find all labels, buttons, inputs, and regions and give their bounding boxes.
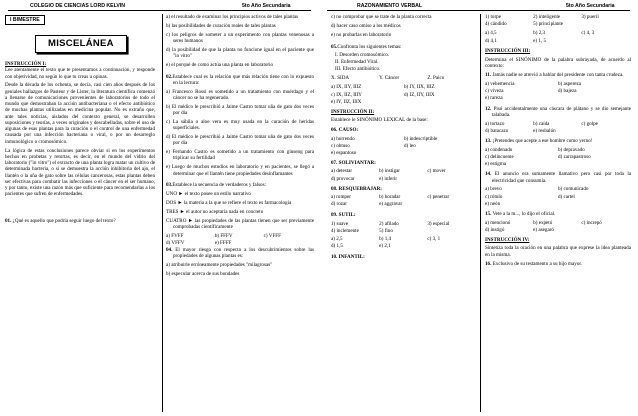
option: d) la posibilidad de que la planta no funcione igual en el paciente que "in vitro" <box>166 46 314 60</box>
option: e) espantoso <box>331 149 357 156</box>
option: e) Fernando Castro es sometido a un tratamiento con ginseng para triplicar su fertilidad <box>166 149 314 162</box>
option: c) La sábila o aloe vera es muy usada en la curación de heridas superficiales. <box>166 119 314 132</box>
option: e) estigma <box>485 161 507 168</box>
question-01: ¿Qué es aquello que podría seguir luego del texto? <box>12 218 116 225</box>
option: c) VFFF <box>263 232 281 239</box>
tema: I. Desorden cromosómico. <box>335 52 390 59</box>
statement: CUATRO ► las propiedades de las plantas tienen que ser previamente comprobadas científicamente <box>166 217 314 230</box>
option: e) 1, 5 <box>533 37 547 44</box>
option: b) aspereza <box>558 80 582 87</box>
option: d) leo <box>404 142 416 149</box>
option: 3) especial <box>427 220 450 227</box>
option: e) rareza <box>485 95 503 102</box>
option: a) 2,5 <box>331 236 343 243</box>
question-number: 12. <box>485 105 492 112</box>
miscelanea-title: MISCELÁNEA <box>35 35 127 53</box>
question-14: El anuncio era sumamente llamativo pero casi por toda la electricidad que consumía. <box>492 171 631 184</box>
option: d) IZ, IIY, IIIX <box>404 91 435 98</box>
question-15: Vete a la m..., lo dijo el oficial. <box>492 210 556 217</box>
question-08: 08. RESQUEBRAJAR: <box>331 185 382 192</box>
question-05: Confronta los siguientes temas: <box>337 43 402 50</box>
instruction-text: Sintetiza toda la oración en una palabra que exprese la idea planteada en la misma. <box>485 245 631 258</box>
option: b) 2,3 <box>533 30 546 37</box>
option: b) IY, IIX, IIIZ <box>404 84 435 91</box>
left-header <box>0 1 319 11</box>
intro-text: Lee atentamente el texto que te presentamos a continuación, y responde con objetividad, no según lo que tu creas u opinas. <box>5 67 155 80</box>
option: e) el porqué de como actúa una planta en laboratorio <box>166 61 274 68</box>
option: c) IX, IIZ, IIIY <box>331 91 362 98</box>
option: b) indescriptible <box>404 135 438 142</box>
question-number: 11. <box>485 72 492 79</box>
option: e) no probarlas en laboratorio <box>331 31 392 38</box>
option: e) IY, IIZ, IIIX <box>331 98 362 105</box>
tema: III. Efecto antibiótico. <box>335 65 381 72</box>
option: d) bajeza <box>558 88 577 95</box>
option: c) penetrar <box>427 194 450 201</box>
instruction-heading: INSTRUCCIÓN I: <box>5 61 47 68</box>
header-rule <box>327 10 630 11</box>
instruction-heading: INSTRUCCIÓN IV: <box>485 237 530 244</box>
option: 4) inclemente <box>331 227 359 234</box>
tema-option: X. SIDA <box>331 75 350 82</box>
option: 3) pueril <box>581 14 599 20</box>
reading-paragraph-2: La lógica de estas conclusiones parece obviar si en los experimentos hechos en probetas y retortas, es decir, en el mundo del vidrio del laboratorio ("in vitro") el extracto de una planta logra matar un cultivo de determinada bacteria, o si se demuestra la acción inhibitoria del ajo, el llantén o la uña de gato sobre las células cancerosas, estas plantas deben ser efectivas para combatir las infecciones o el cáncer en el ser humano, y por tanto, existe una razón más que suficiente para recomendarlas a los pacientes que sufren de enfermedades. <box>5 147 155 198</box>
option: d) batacazo <box>485 127 509 134</box>
question-12: Pisó accidentalmente una cáscara de plátano y se dio semejante talabada. <box>492 105 631 118</box>
question-number: 15. <box>485 210 492 217</box>
option: 4) cándido <box>485 21 507 28</box>
option: e) FFFF <box>214 239 232 246</box>
options-q01 <box>166 14 314 68</box>
option: c) viveza <box>485 88 504 95</box>
question-number: 05. <box>331 43 338 50</box>
option: d) instigó <box>485 226 505 233</box>
option: a) romper <box>331 194 351 201</box>
option: e) Luego de muchos estudios en laboratorio y en pacientes, se llegó a determinar que el llantén tiene propiedades desinflamantes <box>166 164 314 177</box>
option: c) 3, 1 <box>427 236 441 243</box>
question-11: Jamás nadie se atrevió a hablar del presidente con tanta crudeza. <box>492 72 624 79</box>
option: a) Francesco Rossi es sometido a un tratamiento con muérdago y el cáncer no se ha regenerado. <box>166 88 314 102</box>
option: b) las posibilidades de curación reales de tales plantas <box>166 22 276 29</box>
grade-label: 5to Año Secundaria <box>566 3 615 9</box>
column-divider <box>480 14 481 412</box>
option: b) instigar <box>379 168 400 175</box>
statement: TRES ► el autor no aceptaría nada en concreto <box>166 208 264 215</box>
option: a) tortazo <box>485 120 505 127</box>
question-04: El mayor riesgo con respecto a los descubrimientos sobre las propiedades de algunas plantas es: <box>173 247 314 260</box>
right-page <box>319 0 638 416</box>
option: d) rozar <box>331 201 347 208</box>
option: a) detestar <box>331 168 353 175</box>
option: e) resbalón <box>533 127 556 134</box>
question-10: 10. INFANTIL: <box>331 253 365 260</box>
option: c) golpe <box>581 120 598 127</box>
statement: DOS ► la materia a la que se refiere el texto es farmacología <box>166 200 292 207</box>
option: e) asegaró <box>533 226 554 233</box>
question-number: 16. <box>485 260 492 267</box>
option: a) vehemencia <box>485 80 515 87</box>
option: a) atribuirle erróneamente propiedades "milagrosas" <box>166 262 273 269</box>
option: d) 1,5 <box>331 243 343 250</box>
reading-paragraph-1: Desde la década de los ochenta, se decía, casi cien años después de los geniales hallazgos de Pasteur y de Lister, la literatura científica comenzó a llenarse de comunicaciones provenientes de laboratorios de todo el mundo que demostraban la acción antibacteriana o el efecto antibiótico de muchas plantas utilizadas en medicina popular. No es extraño que, ante tales noticias, aislados del contexto general, se desarrollen suposiciones y teorías, a veces originales y descabelladas, sobre el uso de algunas de esas plantas para la curación o el control de una enfermedad causada por una infección bacteriana o viral, o por un desarreglo inmunológico o cromosómico. <box>5 82 155 145</box>
question-16: Exclusivo de su testamento a su hijo mayor. <box>492 260 583 267</box>
option: b) El médico le prescribió a Jaime Castro tomar uña de gato dos veces por día <box>166 103 314 117</box>
question-number: 03. <box>166 182 173 189</box>
column-divider <box>162 14 163 412</box>
option: c) delincuente <box>485 153 514 160</box>
option: a) el resultado de examinar los principios activos de tales plantas <box>166 14 299 20</box>
question-number: 14. <box>485 171 492 178</box>
third-column <box>331 14 477 414</box>
option <box>264 240 313 246</box>
option: a) 4,5 <box>485 30 497 37</box>
right-header <box>319 1 638 11</box>
left-column <box>5 14 155 414</box>
option: b) depravado <box>558 146 585 153</box>
option: a) condenado <box>485 146 513 153</box>
question-number: 04. <box>166 247 173 254</box>
question-number: 02. <box>166 73 173 80</box>
question-13: ¡Pretendes que acepte a ese hombre como yerno! <box>492 137 593 144</box>
option: 1) torpe <box>485 14 501 20</box>
instruction-heading: INSTRUCCIÓN II: <box>331 108 375 115</box>
option: a) IX, IIY, IIIZ <box>331 84 362 91</box>
option: c) no comprobar que se trate de la planta correcta <box>331 14 432 20</box>
option: e) 2,1 <box>379 243 391 250</box>
question-02: Establece cual es la relación que más relación tiene con lo expuesto en la lectura: <box>172 73 314 86</box>
question-number: 13. <box>485 137 492 144</box>
subject-name: RAZONAMIENTO VERBAL <box>357 3 423 9</box>
option: a) FVFF <box>166 232 184 239</box>
option: b) FFFV <box>214 232 233 239</box>
option: 5) principiante <box>533 21 564 28</box>
option: d) cartel <box>558 193 575 200</box>
tema: II. Enfermedad Viral. <box>335 59 379 66</box>
option: 5) fino <box>379 227 393 234</box>
option: b) especular acerca de sus bondades <box>166 271 240 278</box>
option: a) mencionó <box>485 219 511 226</box>
option: d) zarrapastroso <box>558 153 591 160</box>
option: 2) afilado <box>379 220 399 227</box>
option: c) 4, 3 <box>581 30 595 37</box>
option: d) provocar <box>331 175 355 182</box>
bimestre-box: I BIMESTRE <box>5 15 45 25</box>
option: b) caída <box>533 120 550 127</box>
fourth-column <box>485 14 631 414</box>
option: b) expetó <box>533 219 553 226</box>
header-rule <box>8 10 311 11</box>
tema-option: Y. Cáncer <box>379 75 400 82</box>
option: 1) suave <box>331 220 349 227</box>
option: e) aggravar <box>379 201 403 208</box>
instruction-text: Establece le SINÓNIMO LEXICAL de la base: <box>331 117 428 124</box>
instruction-text: Determina el SINÓNIMO de la palabra subrayada, de acuerdo al contexto: <box>485 57 631 70</box>
option: c) rótulo <box>485 193 503 200</box>
option: c) increpó <box>581 219 602 226</box>
question-03: Establece la secuencia de verdaderos y falsos: <box>172 182 267 189</box>
option: d) 4,1 <box>485 37 497 44</box>
option: a) brevo <box>485 186 502 193</box>
option: d) El médico le prescribió a Jaime Castro tomar uña de gato dos veces por día <box>166 134 314 147</box>
grade-label: 5to Año Secundaria <box>242 3 291 9</box>
option: c) mover <box>427 168 446 175</box>
option: b) 1,4 <box>379 236 392 243</box>
statements-q03 <box>166 191 314 230</box>
option: d) VFFV <box>166 239 185 246</box>
option: a) horrendo <box>331 135 355 142</box>
option: b) horadar <box>379 194 401 201</box>
option: e) neón <box>485 200 501 207</box>
tema-option: Z. Paico <box>427 75 445 82</box>
instruction-heading: INSTRUCCIÓN III: <box>485 47 531 54</box>
option: c) obtuso <box>331 142 350 149</box>
middle-column <box>166 14 314 414</box>
option: c) los peligros de someter a un experimento con plantas venenosas a seres humanos <box>166 31 314 44</box>
question-number: 01. <box>5 218 12 225</box>
option: 2) inteligente <box>533 14 561 20</box>
statement: UNO ► el texto posee un estilo narrativo <box>166 191 251 198</box>
option: b) comunicado <box>558 186 589 193</box>
question-06: 06. CAUSO: <box>331 127 359 134</box>
option: e) inferir <box>379 175 398 182</box>
option: d) hacer caso omiso a los médicos <box>331 22 401 29</box>
options-q02 <box>166 89 314 177</box>
question-09: 09. SUTIL: <box>331 212 356 219</box>
school-name: COLEGIO DE CIENCIAS LORD KELVIN <box>30 3 126 9</box>
question-07: 07. SOLIVIANTAR: <box>331 160 376 167</box>
